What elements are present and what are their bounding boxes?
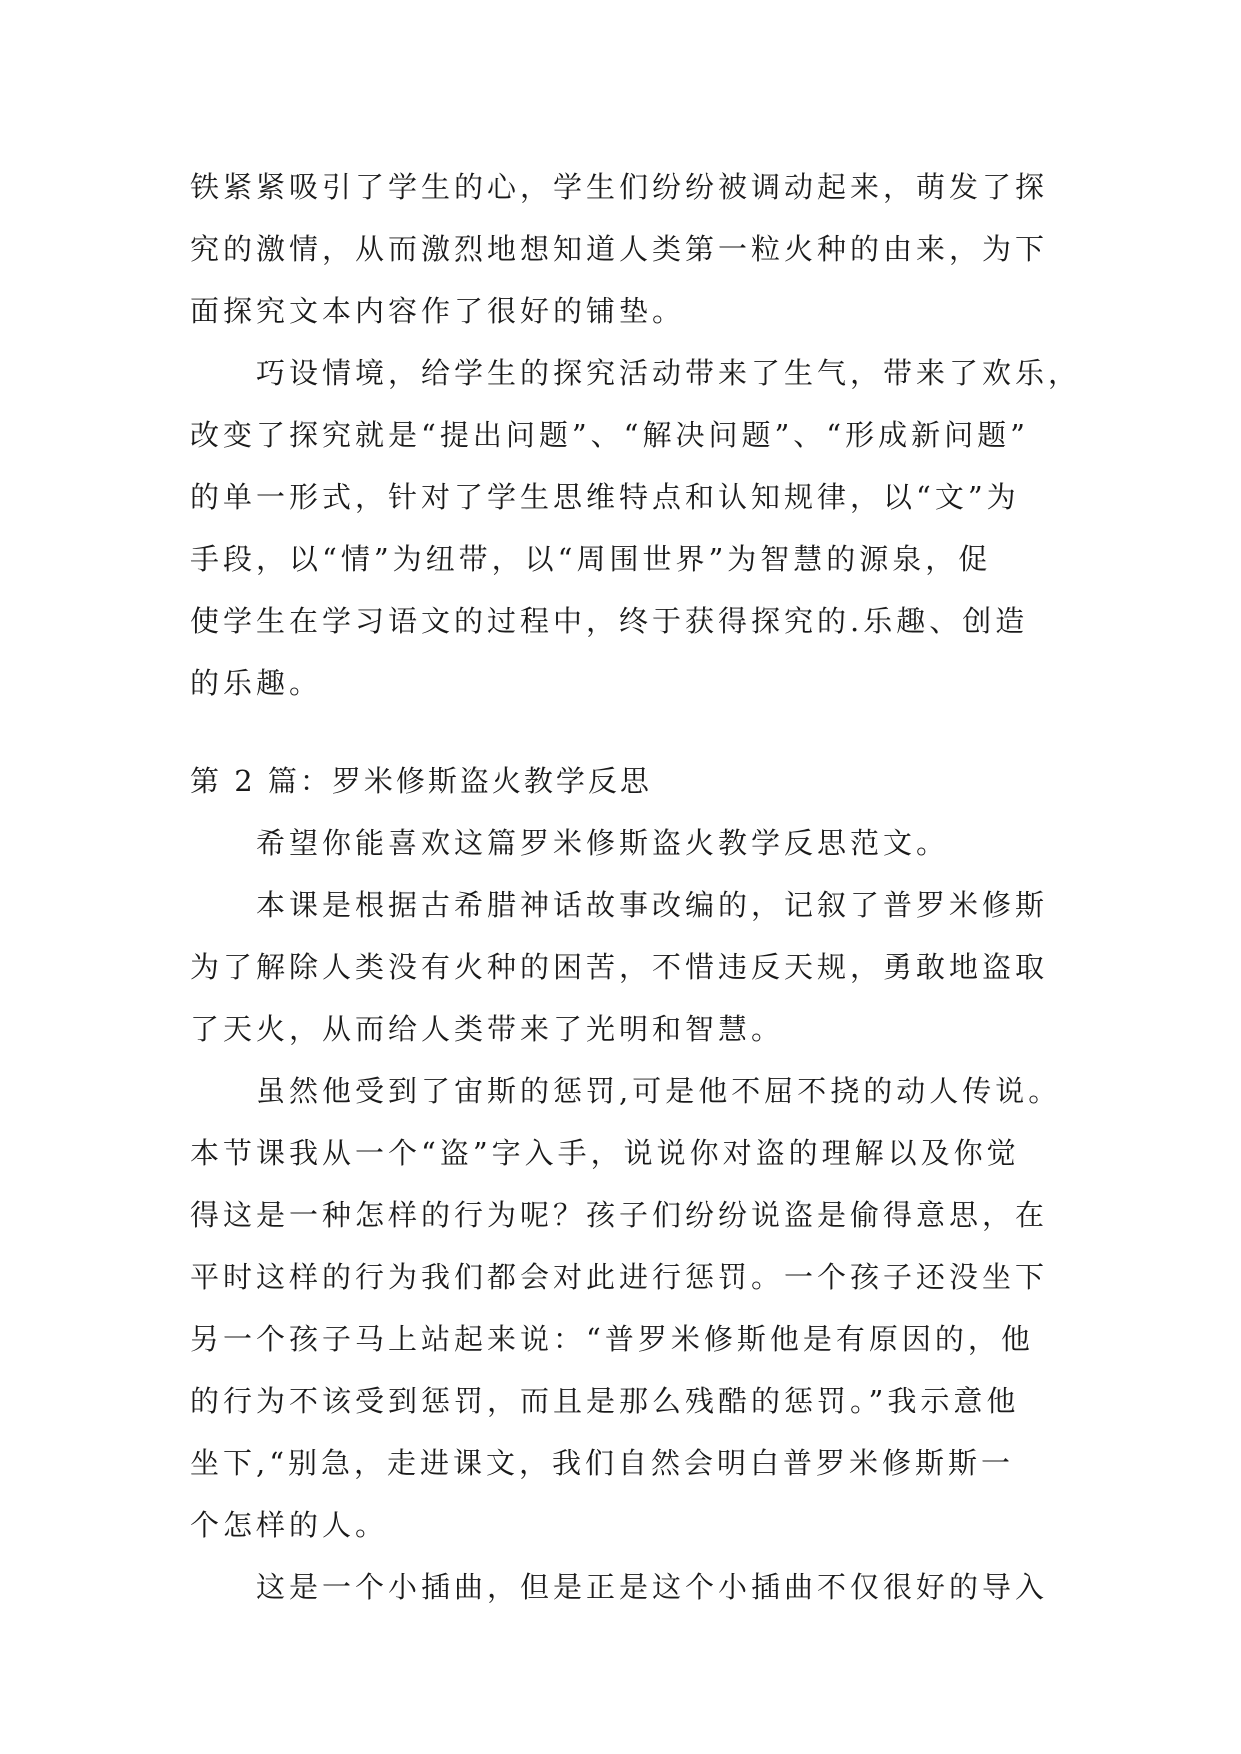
text-line: 使学生在学习语文的过程中，终于获得探究的.乐趣、创造 (190, 604, 1029, 638)
text-line: 改变了探究就是“提出问题”、“解决问题”、“形成新问题” (190, 418, 1029, 452)
text-line: 得这是一种怎样的行为呢？孩子们纷纷说盗是偷得意思，在 (190, 1198, 1049, 1232)
text-line: 的单一形式，针对了学生思维特点和认知规律，以“文”为 (190, 480, 1020, 514)
text-line: 的行为不该受到惩罚，而且是那么残酷的惩罚。”我示意他 (190, 1384, 1020, 1418)
text-line: 平时这样的行为我们都会对此进行惩罚。一个孩子还没坐下 (190, 1260, 1049, 1294)
text-line: 虽然他受到了宙斯的惩罚,可是他不屈不挠的动人传说。 (256, 1074, 1062, 1108)
text-line: 了天火，从而给人类带来了光明和智慧。 (190, 1012, 785, 1046)
text-line: 为了解除人类没有火种的困苦，不惜违反天规，勇敢地盗取 (190, 950, 1049, 984)
document-body (190, 156, 1082, 1618)
text-line: 的乐趣。 (190, 666, 323, 700)
text-line: 巧设情境，给学生的探究活动带来了生气，带来了欢乐， (256, 356, 1082, 390)
text-line: 铁紧紧吸引了学生的心，学生们纷纷被调动起来，萌发了探 (190, 170, 1049, 204)
text-line: 本节课我从一个“盗”字入手，说说你对盗的理解以及你觉 (190, 1136, 1020, 1170)
text-line: 另一个孩子马上站起来说：“普罗米修斯他是有原因的，他 (190, 1322, 1034, 1356)
text-line: 个怎样的人。 (190, 1508, 389, 1542)
text-line: 手段，以“情”为纽带，以“周围世界”为智慧的源泉，促 (190, 542, 992, 576)
text-line: 面探究文本内容作了很好的铺垫。 (190, 294, 686, 328)
text-line: 本课是根据古希腊神话故事改编的，记叙了普罗米修斯 (256, 888, 1049, 922)
text-line: 坐下,“别急，走进课文，我们自然会明白普罗米修斯斯一 (190, 1446, 1015, 1480)
section-heading: 第 2 篇：罗米修斯盗火教学反思 (190, 764, 652, 798)
text-line: 希望你能喜欢这篇罗米修斯盗火教学反思范文。 (256, 826, 950, 860)
text-line: 究的激情，从而激烈地想知道人类第一粒火种的由来，为下 (190, 232, 1049, 266)
text-line: 这是一个小插曲，但是正是这个小插曲不仅很好的导入 (256, 1570, 1049, 1604)
section-gap (190, 714, 1060, 750)
